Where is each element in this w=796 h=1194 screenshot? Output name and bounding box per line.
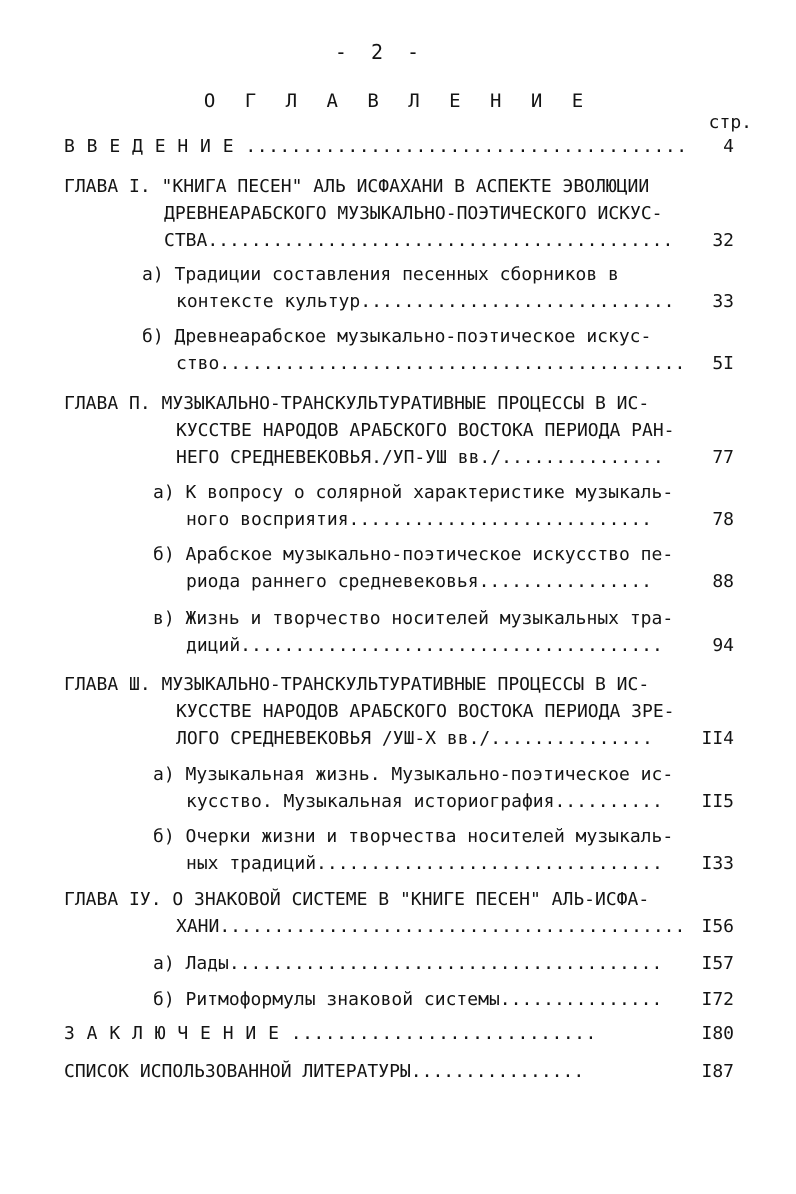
toc-page-number: I80 (701, 1023, 734, 1044)
toc-page-number: I56 (701, 916, 734, 937)
toc-line: ХАНИ........................................... (176, 916, 686, 937)
toc-line: а) К вопросу о солярной характеристике музыкаль- (153, 482, 674, 503)
toc-line: ГЛАВА П. МУЗЫКАЛЬНО-ТРАНСКУЛЬТУРАТИВНЫЕ ПРОЦЕССЫ В ИС- (64, 393, 650, 414)
toc-line: б) Арабское музыкально-поэтическое искусство пе- (153, 544, 674, 565)
toc-line: кусство. Музыкальная историография.......... (186, 791, 663, 812)
toc-line: ДРЕВНЕАРАБСКОГО МУЗЫКАЛЬНО-ПОЭТИЧЕСКОГО ИСКУС- (164, 203, 663, 224)
toc-line: ГЛАВА Ш. МУЗЫКАЛЬНО-ТРАНСКУЛЬТУРАТИВНЫЕ ПРОЦЕССЫ В ИС- (64, 674, 650, 695)
toc-line: ЛОГО СРЕДНЕВЕКОВЬЯ /УШ-Х вв./............... (176, 728, 653, 749)
toc-page-number: 94 (712, 635, 734, 656)
toc-page-number: I57 (701, 953, 734, 974)
toc-page-number: 5I (712, 353, 734, 374)
toc-page-number: 4 (723, 136, 734, 157)
toc-line: В В Е Д Е Н И Е ....................................... (64, 136, 688, 157)
toc-page-number: II4 (701, 728, 734, 749)
toc-line: а) Традиции составления песенных сборников в (142, 264, 619, 285)
toc-page-number: 78 (712, 509, 734, 530)
toc-line: НЕГО СРЕДНЕВЕКОВЬЯ./УП-УШ вв./............... (176, 447, 664, 468)
toc-line: КУССТВЕ НАРОДОВ АРАБСКОГО ВОСТОКА ПЕРИОДА РАН- (176, 420, 675, 441)
toc-page-number: I72 (701, 989, 734, 1010)
toc-line: ных традиций................................ (186, 853, 663, 874)
toc-page-number: 32 (712, 230, 734, 251)
toc-line: З А К Л Ю Ч Е Н И Е ........................... (64, 1023, 597, 1044)
toc-page-number: II5 (701, 791, 734, 812)
toc-page-number: 88 (712, 571, 734, 592)
toc-line: СПИСОК ИСПОЛЬЗОВАННОЙ ЛИТЕРАТУРЫ................ (64, 1061, 585, 1082)
toc-line: ГЛАВА I. "КНИГА ПЕСЕН" АЛЬ ИСФАХАНИ В АСПЕКТЕ ЭВОЛЮЦИИ (64, 176, 650, 197)
toc-line: ного восприятия............................ (186, 509, 652, 530)
toc-line: риода раннего средневековья................ (186, 571, 652, 592)
toc-line: в) Жизнь и творчество носителей музыкальных тра- (153, 608, 674, 629)
toc-line: СТВА........................................... (164, 230, 674, 251)
toc-line: ГЛАВА IУ. О ЗНАКОВОЙ СИСТЕМЕ В "КНИГЕ ПЕСЕН" АЛЬ-ИСФА- (64, 889, 650, 910)
toc-page-number: I33 (701, 853, 734, 874)
toc-line: б) Древнеарабское музыкально-поэтическое искус- (142, 326, 652, 347)
toc-line: КУССТВЕ НАРОДОВ АРАБСКОГО ВОСТОКА ПЕРИОДА ЗРЕ- (176, 701, 675, 722)
toc-line: б) Очерки жизни и творчества носителей музыкаль- (153, 826, 674, 847)
toc-line: а) Музыкальная жизнь. Музыкально-поэтическое ис- (153, 764, 674, 785)
toc-line: а) Лады........................................ (153, 953, 663, 974)
toc-page-number: 33 (712, 291, 734, 312)
toc-page-number: I87 (701, 1061, 734, 1082)
toc-line: б) Ритмоформулы знаковой системы............... (153, 989, 663, 1010)
toc-line: ство........................................... (176, 353, 686, 374)
page-title: О Г Л А В Л Е Н И Е (203, 90, 593, 112)
toc-page-number: 77 (712, 447, 734, 468)
page-column-label: стр. (708, 112, 752, 133)
toc-line: диций....................................... (186, 635, 663, 656)
page-number: - 2 - (334, 40, 426, 64)
toc-line: контексте культур............................. (176, 291, 675, 312)
